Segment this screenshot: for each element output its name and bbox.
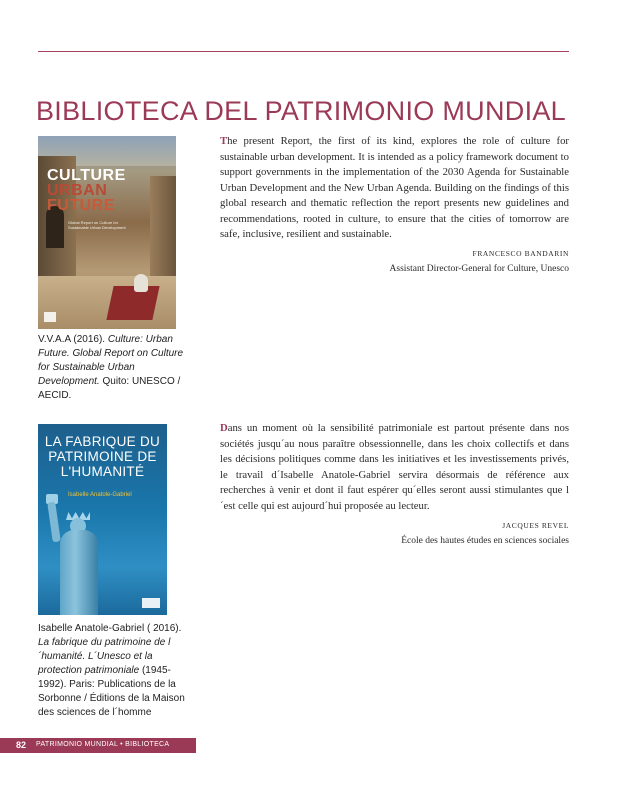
caption-suffix: Quito: UNESCO / AECID. (38, 376, 181, 401)
quote-1 (220, 134, 569, 243)
cover-subtitle: Global Report on Culture for Sustainable Urban Development (68, 220, 126, 230)
caption-title: La fabrique du patrimoine de l´humanité. L´Unesco et la protection patrimoniale (38, 637, 171, 676)
cover-title: LA FABRIQUE DU PATRIMOINE DE L'HUMANITÉ (44, 434, 161, 479)
page-title: BIBLIOTECA DEL PATRIMONIO MUNDIAL (36, 96, 566, 127)
quote-dropcap: T (220, 135, 228, 147)
quote-author-role: Assistant Director-General for Culture, Unesco (389, 264, 569, 274)
cover-title-line1: CULTURE (47, 167, 126, 184)
statue-arm (47, 502, 60, 543)
quote-text: ans un moment où la sensibilité patrimoniale est partout présente dans nos sociétés jusqu´au nous paraître obsessionnelle, dans les choix collectifs et dans les décisions politiques comme dans les initiatives et les investissements privés, le travail d´Isabelle Anatole-Gabriel servira désormais de référence aux recherches à venir et dont il faut espérer qu´elles seront aussi stimulantes que l´est celle qui est aujourd´hui proposée au lecteur. (220, 422, 569, 512)
caption-prefix: Isabelle Anatole-Gabriel ( 2016). (38, 623, 182, 634)
publisher-logo-icon (142, 598, 160, 608)
cover-title (47, 168, 169, 213)
cover-rug (106, 286, 159, 320)
footer-section-label: PATRIMONIO MUNDIAL • BIBLIOTECA (36, 741, 170, 748)
quote-2 (220, 421, 569, 514)
cover-title-line3: FUTURE (47, 197, 115, 214)
book-caption-2 (38, 622, 190, 720)
quote-author: FRANCESCO BANDARIN (472, 249, 569, 258)
top-rule (38, 51, 569, 52)
cover-figure (134, 274, 148, 292)
caption-title: Culture: Urban Future. Global Report on Culture for Sustainable Urban Development. (38, 334, 184, 387)
caption-prefix: V.V.A.A (2016). (38, 334, 108, 345)
unesco-logo-icon (44, 312, 56, 322)
book-caption-1 (38, 333, 188, 403)
quote-author-role: École des hautes études en sciences sociales (401, 536, 569, 546)
cover-title-line2: URBAN (47, 182, 108, 199)
quote-text: he present Report, the first of its kind, explores the role of culture for sustainable urban development. It is intended as a policy framework document to support governments in the implementation of the 2030 Agenda for Sustainable Urban Development and the New Urban Agenda. Building on the findings of this global research and thematic reflection the report presents new guidelines and recommendations, rooted in culture, to ensure that the cities of tomorrow are safe, inclusive, resilient and sustainable. (220, 135, 569, 240)
quote-author: JACQUES REVEL (502, 521, 569, 530)
cover-author: Isabelle Anatole-Gabriel (68, 492, 132, 498)
caption-suffix: (1945-1992). Paris: Publications de la Sorbonne / Éditions de la Maison des sciences de l´homme (38, 665, 185, 718)
page-number: 82 (16, 740, 27, 750)
statue-of-liberty-image (60, 530, 98, 615)
book-cover-culture-urban-future (38, 136, 176, 329)
book-cover-la-fabrique (38, 424, 167, 615)
quote-dropcap: D (220, 422, 228, 434)
